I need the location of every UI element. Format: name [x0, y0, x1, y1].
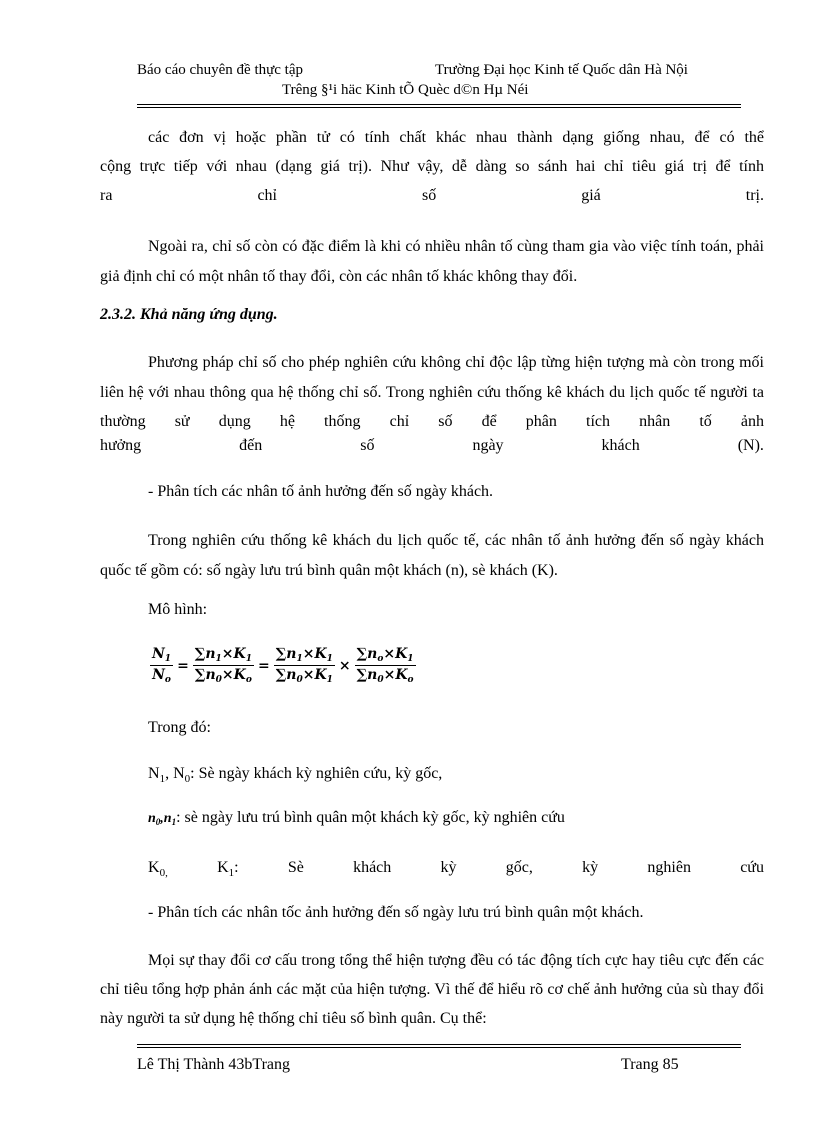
where-label: Trong đó: [148, 719, 211, 736]
p1-word: giá [581, 187, 601, 204]
p3-word: ngày [472, 437, 504, 454]
definition-N: $N_1$, $N_0$: Sè ngày khách kỳ nghiên cứu, kỳ gốc, [148, 765, 443, 785]
footer-rule-bottom [137, 1047, 741, 1048]
paragraph-5: Trong nghiên cứu thống kê khách du lịch quốc tế, các nhân tố ảnh hưởng đến số ngày khách quốc tế gồm có: số ngày lưu trú bình quân một khách (n), sè khách (K). [100, 532, 764, 579]
formula-total-ratio: $\frac{\sum n_1\times K_1}{\sum n_0\times K_o}$ [194, 646, 252, 685]
p3-word: khách [601, 437, 640, 454]
index-formula [148, 646, 418, 685]
header-subtitle: Trêng §¹i häc Kinh tÕ Quèc d©n Hµ Néi [282, 82, 529, 98]
formula-factor-n: $\frac{\sum n_1\times K_1}{\sum n_0\times K_1}$ [275, 646, 333, 685]
paragraph-4: - Phân tích các nhân tố ảnh hưởng đến số ngày khách. [148, 483, 494, 500]
p1-word: chỉ [257, 187, 277, 204]
p3-last-line [100, 436, 764, 456]
footer-rule-top [137, 1044, 741, 1045]
footer-page-number: Trang 85 [621, 1056, 679, 1073]
p1-line2: cộng trực tiếp với nhau (dạng giá trị). Như vậy, dễ dàng so sánh hai chỉ tiêu giá trị để tính [100, 158, 764, 175]
formula-lhs: $\frac{N_1}{N_o}$ [152, 646, 172, 685]
paragraph-3: Phương pháp chỉ số cho phép nghiên cứu không chỉ độc lập từng hiện tượng mà còn trong mối liên hệ với nhau thông qua hệ thống chỉ số. Trong nghiên cứu thống kê khách du lịch quốc tế người ta thường sử dụng hệ thống chỉ số để phân tích nhân tố ảnh [100, 354, 764, 430]
p1-line1: các đơn vị hoặc phần tử có tính chất khác nhau thành dạng giống nhau, để có thể [148, 129, 764, 146]
paragraph-2: Ngoài ra, chỉ số còn có đặc điểm là khi có nhiều nhân tố cùng tham gia vào việc tính toán, phải giả định chỉ có một nhân tố thay đổi, còn các nhân tố khác không thay đổi. [100, 238, 764, 285]
footer-author: Lê Thị Thành 43bTrang [137, 1056, 291, 1073]
equals-sign: = [177, 657, 189, 674]
p1-word: trị. [745, 187, 764, 204]
definition-K: $K_{0,}$ $K_1$: Sè khách kỳ gốc, kỳ nghiên cứu [148, 859, 764, 879]
formula-factor-k: $\frac{\sum n_o\times K_1}{\sum n_0\times K_o}$ [356, 646, 414, 685]
header-left: Báo cáo chuyên đề thực tập [137, 62, 303, 78]
header-right: Trường Đại học Kinh tế Quốc dân Hà Nội [435, 62, 688, 78]
definition-n: $n_0,n_1$: sè ngày lưu trú bình quân một khách kỳ gốc, kỳ nghiên cứu [148, 809, 565, 827]
p1-word: ra [100, 187, 113, 204]
p3-word: (N). [737, 437, 764, 454]
equals-sign: = [257, 657, 270, 674]
header-rule-top [137, 104, 741, 105]
p3-word: hưởng [100, 437, 142, 454]
model-label: Mô hình: [148, 601, 208, 618]
paragraph-8: - Phân tích các nhân tốc ảnh hưởng đến số ngày lưu trú bình quân một khách. [148, 904, 644, 921]
times-sign: × [338, 657, 351, 674]
p3-word: đến [239, 437, 263, 454]
p3-word: số [360, 437, 375, 454]
p1-line3 [100, 186, 764, 206]
header-rule-bottom [137, 107, 741, 108]
paragraph-9: Mọi sự thay đổi cơ cấu trong tổng thể hiện tượng đều có tác động tích cực hay tiêu cực đến các chỉ tiêu tổng hợp phản ánh các mặt của hiện tượng. Vì thế để hiểu rõ cơ chế ảnh hưởng của sù thay đổi này người ta sử dụng hệ thống chỉ tiêu số bình quân. Cụ thể: [100, 952, 764, 1027]
p1-word: số [421, 187, 437, 204]
section-heading: 2.3.2. Khả năng ứng dụng. [100, 306, 278, 323]
